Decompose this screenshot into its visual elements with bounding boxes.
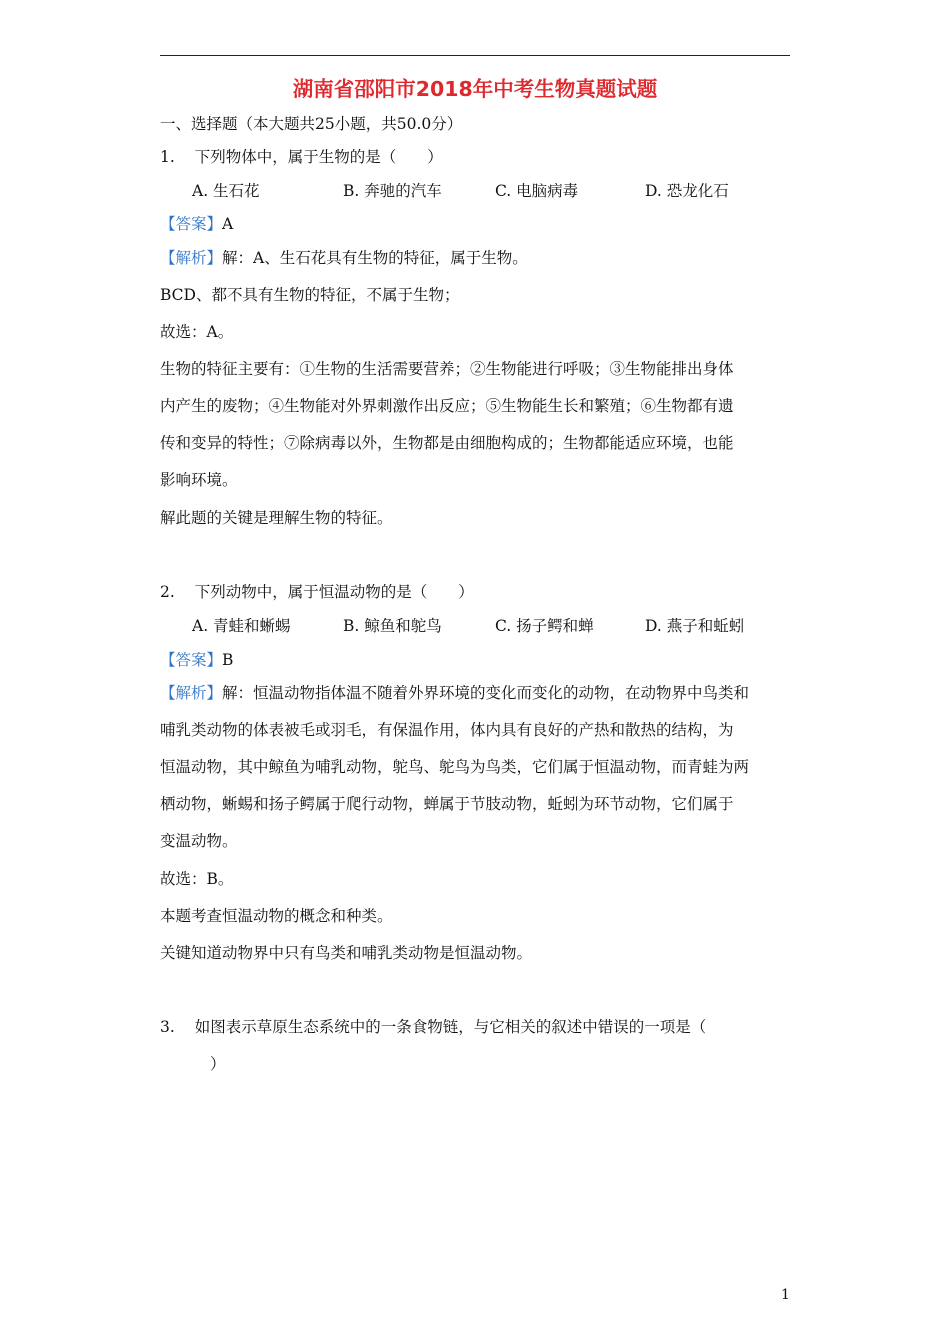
q2-option-a: A. 青蛙和蜥蜴: [192, 617, 291, 635]
q1-option-d: D. 恐龙化石: [645, 182, 729, 200]
q2-analysis-line: 恒温动物，其中鲸鱼为哺乳动物，鸵鸟、鸵鸟为鸟类，它们属于恒温动物，而青蛙为两: [160, 758, 750, 776]
q2-option-c: C. 扬子鳄和蝉: [495, 617, 594, 635]
answer-tag: 【答案】: [160, 215, 223, 233]
q2-analysis-line: 关键知道动物界中只有鸟类和哺乳类动物是恒温动物。: [160, 944, 533, 962]
q2-answer: [160, 650, 233, 670]
q2-analysis-line: 本题考查恒温动物的概念和种类。: [160, 907, 393, 925]
question-3: [160, 1017, 706, 1037]
question-stem: 下列物体中，属于生物的是（ ）: [194, 148, 443, 166]
q1-analysis-line: 生物的特征主要有：①生物的生活需要营养；②生物能进行呼吸；③生物能排出身体: [160, 360, 734, 378]
answer-tag: 【答案】: [160, 651, 223, 669]
q1-analysis: [160, 248, 528, 268]
question-stem: 下列动物中，属于恒温动物的是（ ）: [194, 583, 474, 601]
q1-analysis-line: BCD、都不具有生物的特征，不属于生物；: [160, 286, 460, 304]
question-3-stem-cont: ）: [210, 1055, 226, 1073]
q2-analysis-line: 栖动物，蜥蜴和扬子鳄属于爬行动物，蝉属于节肢动物，蚯蚓为环节动物，它们属于: [160, 795, 734, 813]
q1-answer: [160, 214, 233, 234]
page-title: 湖南省邵阳市2018年中考生物真题试题: [292, 77, 658, 101]
q2-analysis-line: 变温动物。: [160, 832, 238, 850]
answer-value: A: [222, 215, 234, 233]
q1-analysis-line: 故选：A。: [160, 323, 234, 341]
page-number: 1: [781, 1287, 790, 1303]
analysis-tag: 【解析】: [160, 684, 223, 702]
analysis-text: 解：A、生石花具有生物的特征，属于生物。: [222, 249, 528, 267]
analysis-tag: 【解析】: [160, 249, 223, 267]
q2-analysis-line: 故选：B。: [160, 870, 234, 888]
q2-analysis: [160, 683, 749, 703]
question-stem: 如图表示草原生态系统中的一条食物链，与它相关的叙述中错误的一项是（: [194, 1018, 707, 1036]
header-rule: [160, 55, 790, 56]
analysis-text: 解：恒温动物指体温不随着外界环境的变化而变化的动物，在动物界中鸟类和: [222, 684, 750, 702]
section-header: 一、选择题（本大题共25小题，共50.0分）: [160, 115, 463, 133]
q1-option-b: B. 奔驰的汽车: [343, 182, 442, 200]
question-2: [160, 582, 474, 602]
q1-analysis-line: 传和变异的特性；⑦除病毒以外，生物都是由细胞构成的；生物都能适应环境，也能: [160, 434, 734, 452]
question-1: [160, 147, 443, 167]
question-number: 1.: [160, 148, 175, 166]
q1-analysis-line: 解此题的关键是理解生物的特征。: [160, 509, 393, 527]
q1-analysis-line: 影响环境。: [160, 471, 238, 489]
q2-option-d: D. 燕子和蚯蚓: [645, 617, 745, 635]
q2-option-b: B. 鲸鱼和鸵鸟: [343, 617, 442, 635]
question-number: 2.: [160, 583, 175, 601]
q1-analysis-line: 内产生的废物；④生物能对外界刺激作出反应；⑤生物能生长和繁殖；⑥生物都有遗: [160, 397, 734, 415]
question-number: 3.: [160, 1018, 175, 1036]
q1-option-a: A. 生石花: [192, 182, 260, 200]
answer-value: B: [222, 651, 234, 669]
q2-analysis-line: 哺乳类动物的体表被毛或羽毛，有保温作用，体内具有良好的产热和散热的结构，为: [160, 721, 734, 739]
q1-option-c: C. 电脑病毒: [495, 182, 579, 200]
